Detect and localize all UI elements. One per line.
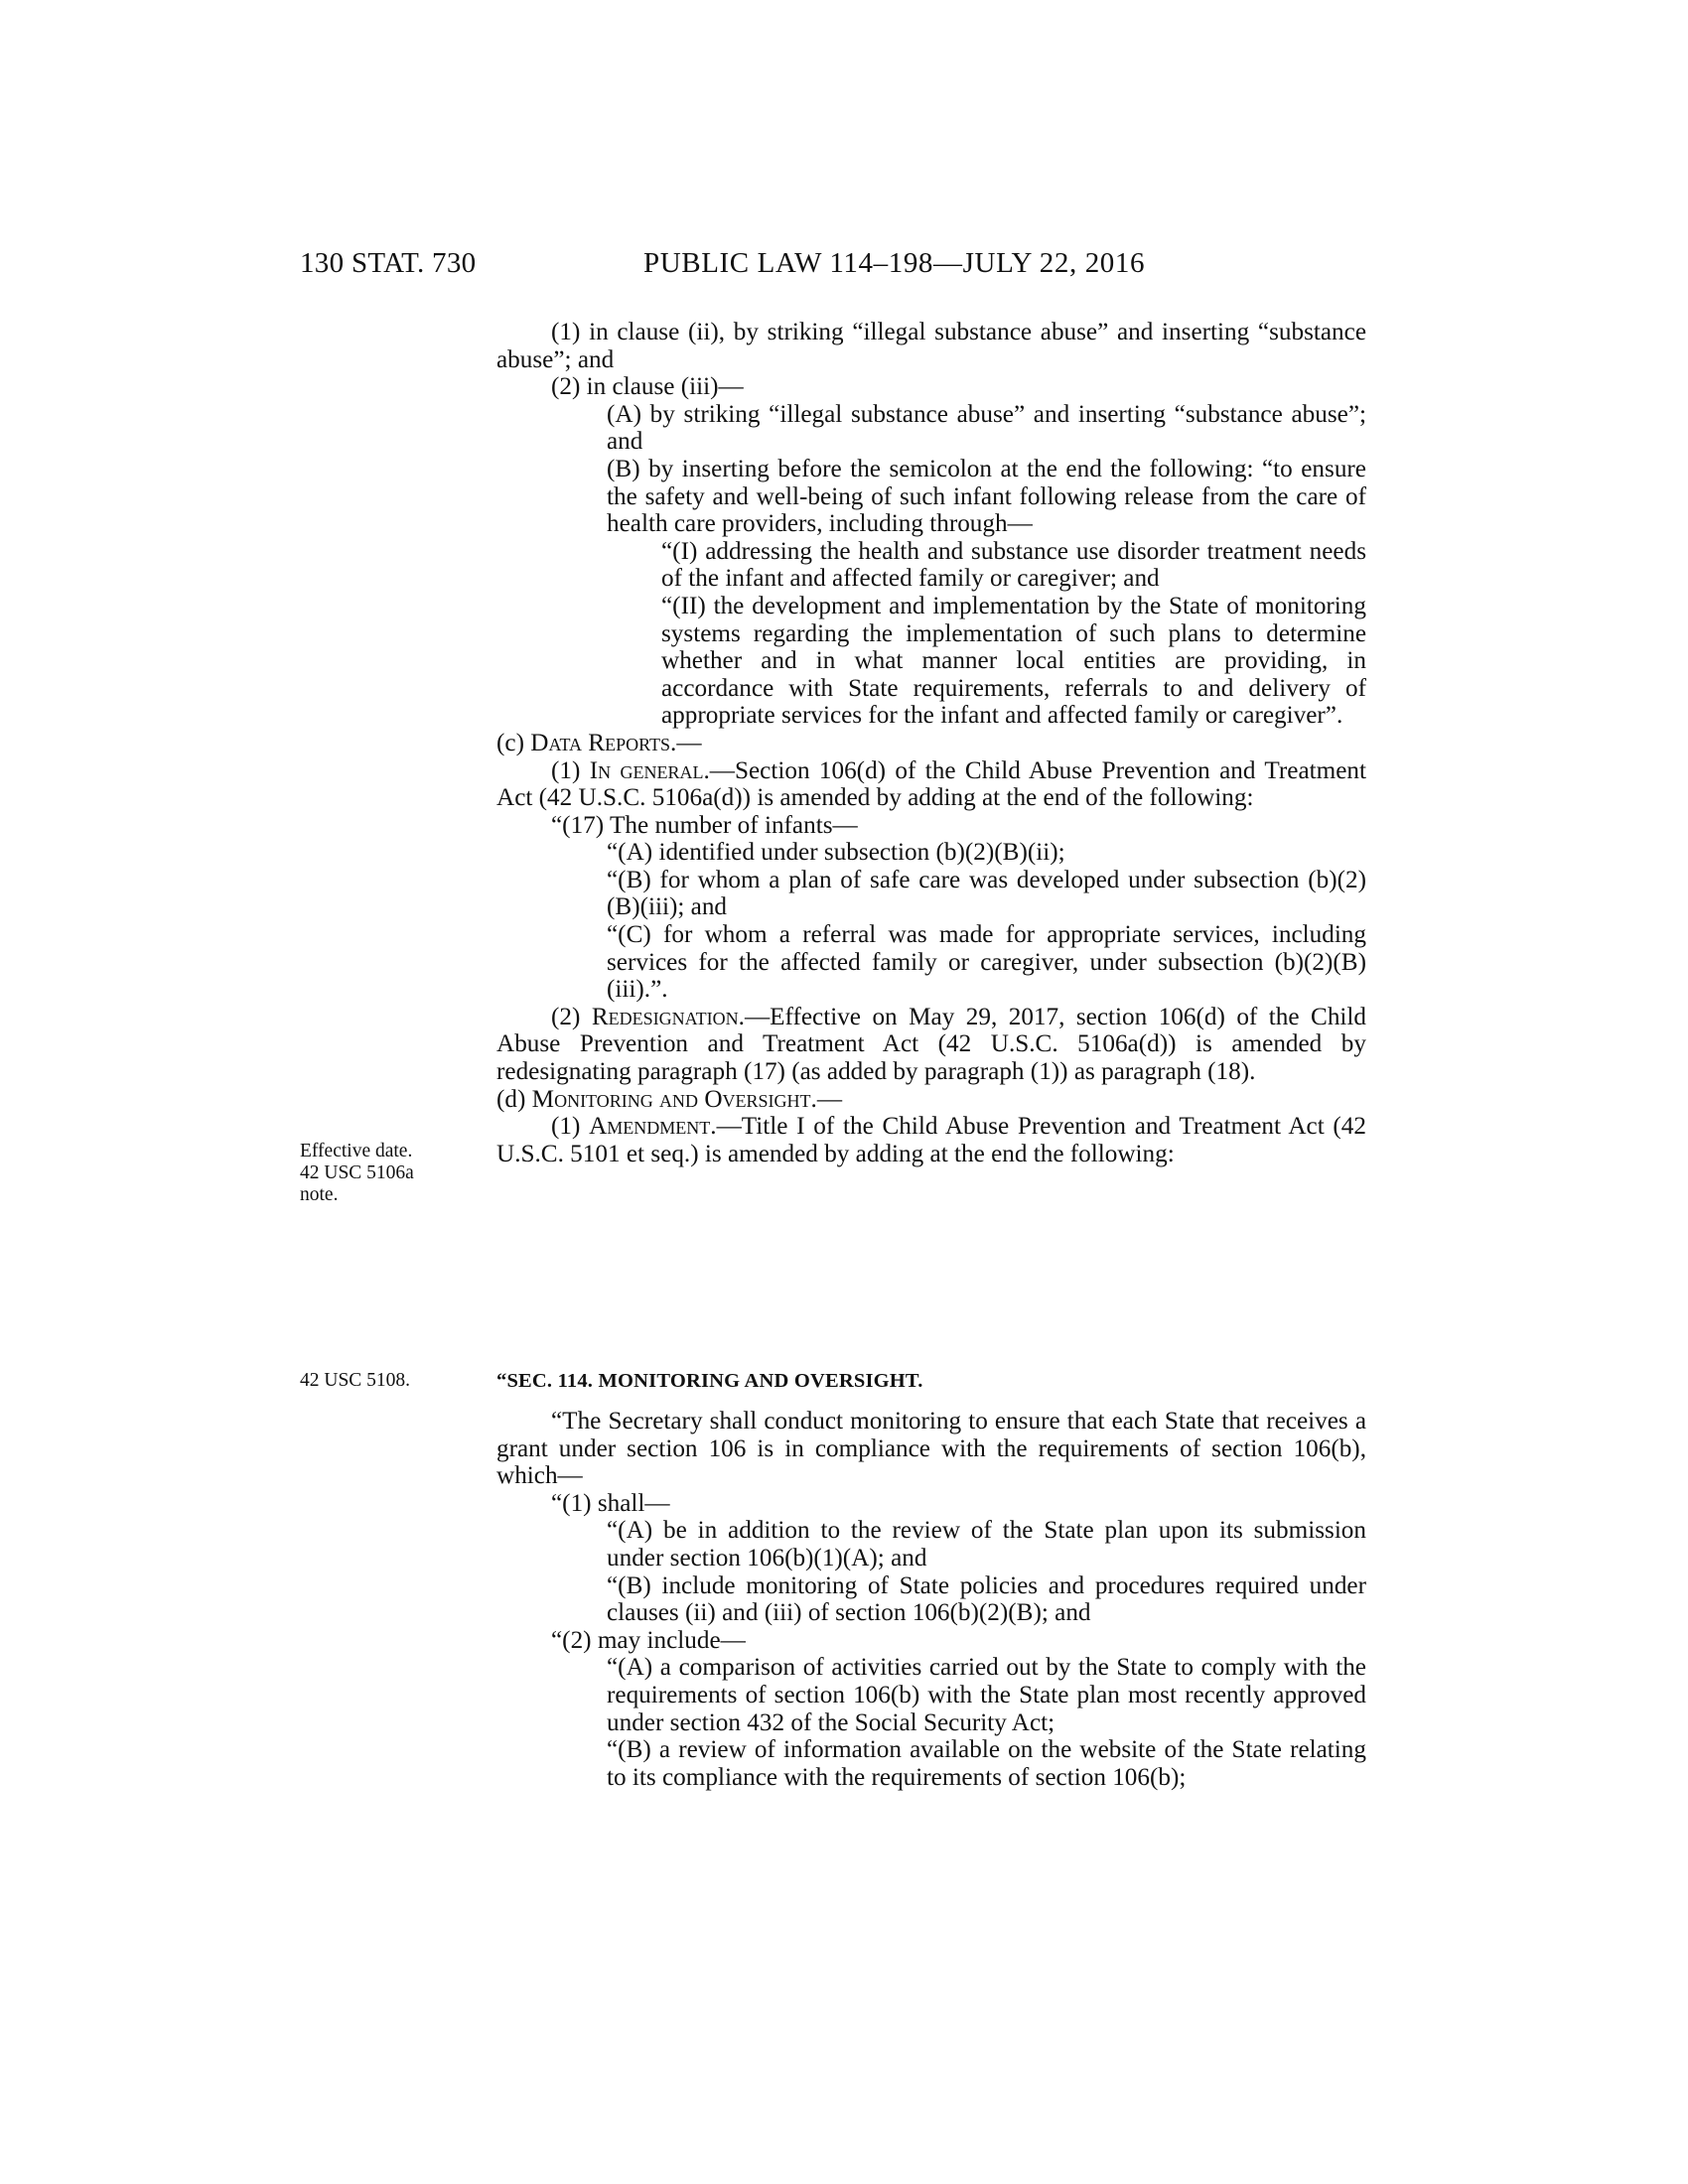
paragraph: “(2) may include— bbox=[551, 1626, 746, 1654]
label: Redesignation bbox=[591, 1003, 739, 1030]
section-heading: “SEC. 114. MONITORING AND OVERSIGHT. bbox=[496, 1370, 923, 1392]
paragraph: (B) by inserting before the semicolon at the end the following: “to ensure the safety and well-being of such infant following release from the care of health care providers, including through— bbox=[607, 455, 1366, 538]
paragraph: (2) in clause (iii)— bbox=[551, 373, 744, 401]
label: Monitoring and Oversight bbox=[531, 1085, 811, 1113]
label: .—Title I of the Child Abuse Prevention and Treatment Act (42 U.S.C. 5101 et seq.) is amended by adding at the end the following: bbox=[496, 1113, 1366, 1167]
paragraph: (1) in clause (ii), by striking “illegal substance abuse” and inserting “substance abuse”; and bbox=[496, 319, 1366, 373]
paragraph: “(A) be in addition to the review of the State plan upon its submission under section 106(b)(1)(A); and bbox=[607, 1517, 1366, 1571]
label: .—Effective on May 29, 2017, section 106(d) of the Child Abuse Prevention and Treatment Act (42 U.S.C. 5106a(d)) is amended by redesignating paragraph (17) (as added by paragraph (1)) as paragraph (18). bbox=[496, 1003, 1367, 1086]
paragraph bbox=[496, 1113, 1366, 1167]
subsection-heading-c bbox=[496, 730, 1366, 757]
label: (1) bbox=[551, 756, 590, 784]
paragraph: (A) by striking “illegal substance abuse” and inserting “substance abuse”; and bbox=[607, 400, 1366, 456]
paragraph: “(C) for whom a referral was made for appropriate services, including services for the affected family or caregiver, under subsection (b)(2)(B)(iii).”. bbox=[607, 921, 1366, 1004]
page-title: PUBLIC LAW 114–198—JULY 22, 2016 bbox=[643, 247, 1146, 279]
paragraph: “(A) a comparison of activities carried out by the State to comply with the requirements of section 106(b) with the State plan most recently approved under section 432 of the Social Security Act; bbox=[607, 1654, 1366, 1736]
paragraph: “(B) a review of information available on the website of the State relating to its compliance with the requirements of section 106(b); bbox=[607, 1736, 1366, 1791]
document-body-sec114-text bbox=[496, 1408, 1366, 1791]
paragraph bbox=[496, 757, 1366, 812]
paragraph: “(B) include monitoring of State policies and procedures required under clauses (ii) and (iii) of section 106(b)(2)(B); and bbox=[607, 1571, 1366, 1627]
label: Amendment bbox=[589, 1113, 711, 1141]
margin-note-effective-date bbox=[300, 1141, 414, 1206]
margin-note-line: 42 USC 5106a bbox=[300, 1162, 414, 1183]
label: (d) bbox=[496, 1085, 532, 1113]
label: (2) bbox=[551, 1003, 592, 1030]
label: .— bbox=[810, 1085, 842, 1113]
paragraph bbox=[496, 1004, 1366, 1086]
paragraph: “(1) shall— bbox=[551, 1489, 670, 1517]
paragraph: “(II) the development and implementation by the State of monitoring systems regarding the implementation of such plans to determine whether and in what manner local entities are providing, in accordance with State requirements, referrals to and delivery of appropriate services for the infant and affected family or caregiver”. bbox=[661, 592, 1366, 730]
label: (1) bbox=[551, 1113, 590, 1141]
paragraph: “(17) The number of infants— bbox=[551, 811, 858, 839]
margin-note-line: 42 USC 5108. bbox=[300, 1370, 411, 1391]
page-header bbox=[300, 247, 1372, 287]
margin-note-usc bbox=[300, 1370, 410, 1392]
margin-note-line: Effective date. bbox=[300, 1141, 413, 1161]
label: .—Section 106(d) of the Child Abuse Prevention and Treatment Act (42 U.S.C. 5106a(d)) is amended by adding at the end of the following: bbox=[496, 756, 1366, 812]
statute-citation: 130 STAT. 730 bbox=[300, 247, 477, 279]
label: (c) bbox=[496, 729, 531, 756]
subsection-heading-d bbox=[496, 1086, 1366, 1114]
paragraph: “The Secretary shall conduct monitoring to ensure that each State that receives a grant under section 106 is in compliance with the requirements of section 106(b), which— bbox=[496, 1408, 1366, 1490]
label: Data Reports bbox=[530, 729, 671, 756]
paragraph: “(B) for whom a plan of safe care was developed under subsection (b)(2)(B)(iii); and bbox=[607, 866, 1366, 921]
margin-note-line: note. bbox=[300, 1184, 339, 1205]
document-body bbox=[496, 319, 1366, 1167]
label: .— bbox=[670, 729, 702, 756]
label: In general bbox=[589, 756, 704, 784]
paragraph: “(A) identified under subsection (b)(2)(B)(ii); bbox=[607, 839, 1065, 867]
paragraph: “(I) addressing the health and substance use disorder treatment needs of the infant and affected family or caregiver; and bbox=[661, 537, 1366, 593]
